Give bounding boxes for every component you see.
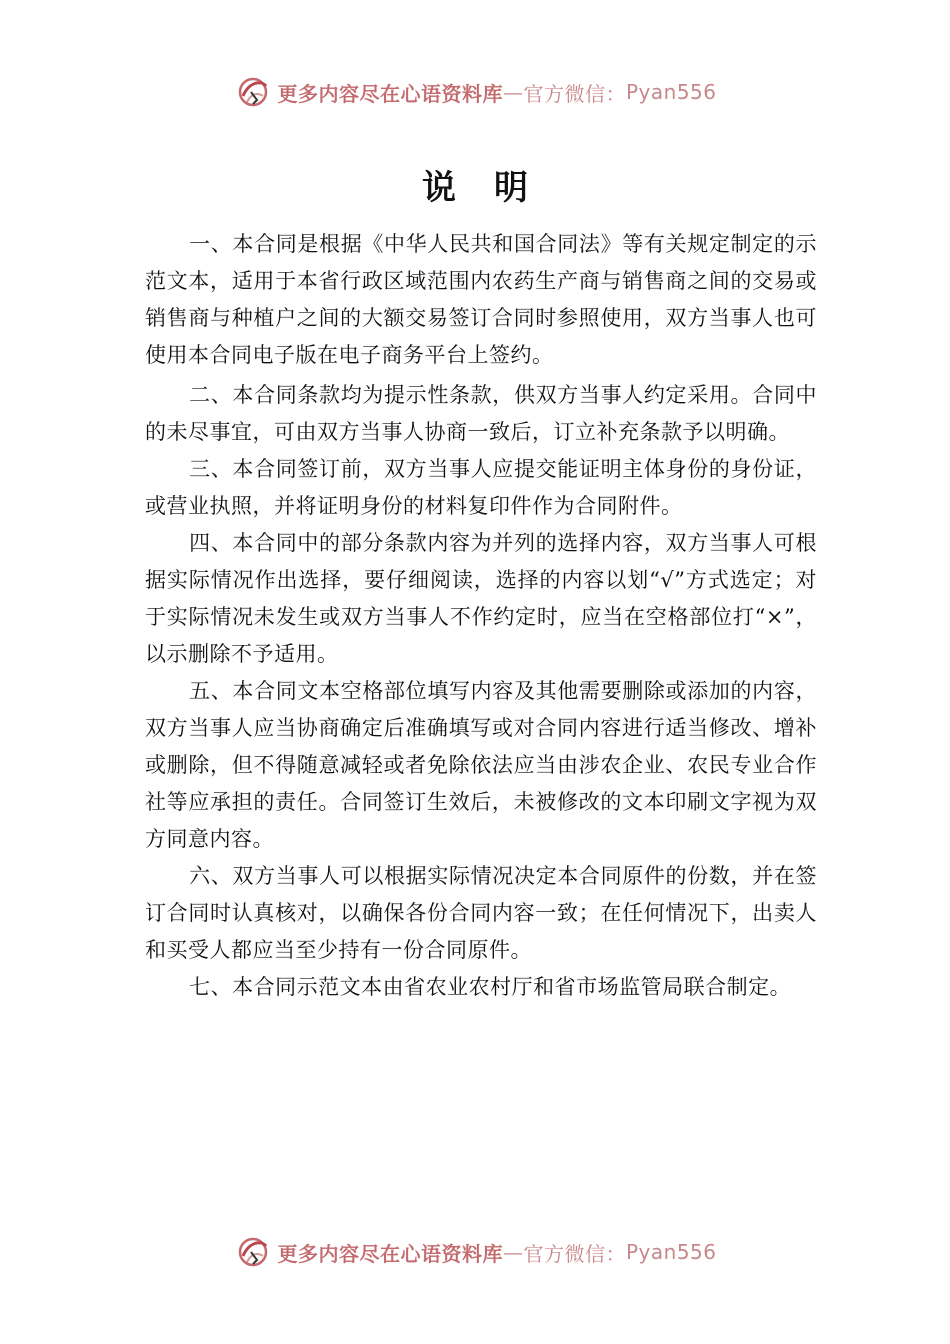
page-title: 说明: [422, 168, 566, 208]
watermark-sub-text: 官方微信：: [523, 1241, 626, 1266]
paragraph-4: 四、本合同中的部分条款内容为并列的选择内容，双方当事人可根据实际情况作出选择，要仔细阅读，选择的内容以划“√”方式选定；对于实际情况未发生或双方当事人不作约定时，应当在空格部位打“×”，以示删除不予适用。: [145, 531, 817, 666]
paragraph-6: 六、双方当事人可以根据实际情况决定本合同原件的份数，并在签订合同时认真核对，以确保各份合同内容一致；在任何情况下，出卖人和买受人都应当至少持有一份合同原件。: [145, 864, 817, 962]
watermark-main-text: 更多内容尽在心语资料库: [277, 1241, 503, 1266]
watermark-main-text: 更多内容尽在心语资料库: [277, 81, 503, 106]
swirl-logo-icon: [233, 1232, 273, 1272]
watermark-sub-text: 官方微信：: [523, 81, 626, 106]
watermark-dash: —: [502, 1240, 524, 1264]
watermark-wechat-id: Pyan556: [625, 80, 717, 104]
document-body: [145, 226, 817, 1006]
watermark-footer: [0, 1232, 950, 1272]
paragraph-3: 三、本合同签订前，双方当事人应提交能证明主体身份的身份证，或营业执照，并将证明身份的材料复印件作为合同附件。: [145, 457, 817, 518]
watermark-header: [0, 72, 950, 112]
watermark-dash: —: [502, 80, 524, 104]
paragraph-1: 一、本合同是根据《中华人民共和国合同法》等有关规定制定的示范文本，适用于本省行政区域范围内农药生产商与销售商之间的交易或销售商与种植户之间的大额交易签订合同时参照使用，双方当事人也可使用本合同电子版在电子商务平台上签约。: [145, 232, 817, 367]
watermark-wechat-id: Pyan556: [625, 1240, 717, 1264]
paragraph-2: 二、本合同条款均为提示性条款，供双方当事人约定采用。合同中的未尽事宜，可由双方当事人协商一致后，订立补充条款予以明确。: [145, 383, 817, 444]
paragraph-7: 七、本合同示范文本由省农业农村厅和省市场监管局联合制定。: [189, 975, 792, 999]
swirl-logo-icon: [233, 72, 273, 112]
paragraph-5: 五、本合同文本空格部位填写内容及其他需要删除或添加的内容，双方当事人应当协商确定后准确填写或对合同内容进行适当修改、增补或删除，但不得随意减轻或者免除依法应当由涉农企业、农民专业合作社等应承担的责任。合同签订生效后，未被修改的文本印刷文字视为双方同意内容。: [145, 679, 817, 851]
